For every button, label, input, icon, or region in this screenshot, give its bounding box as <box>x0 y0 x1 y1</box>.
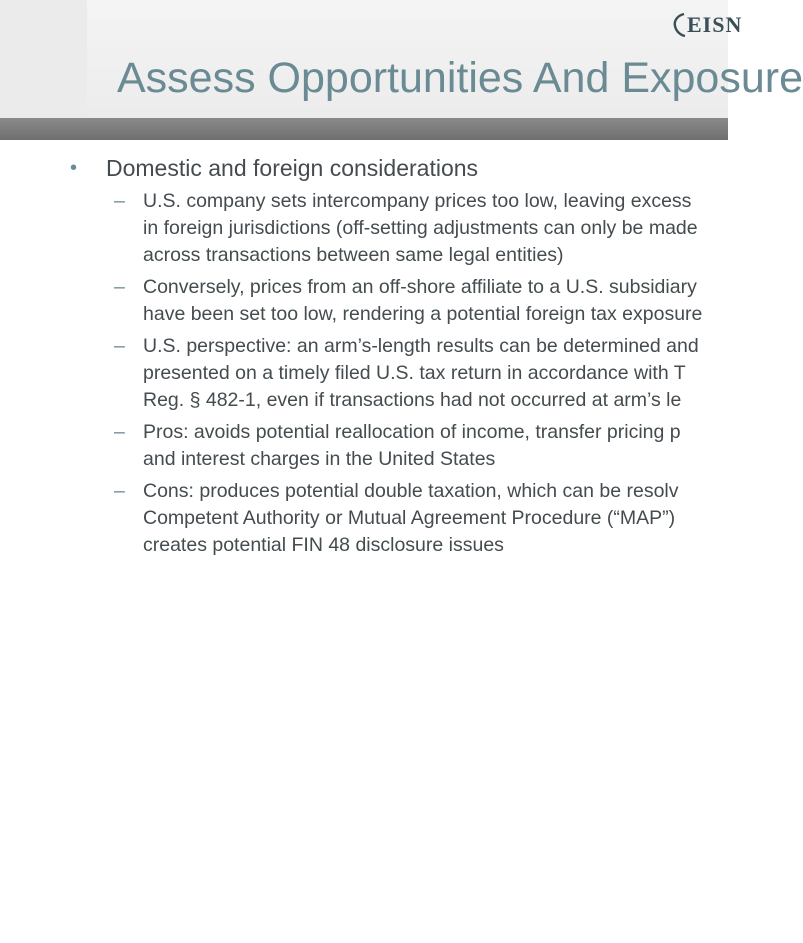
sub-bullet-item <box>114 188 770 269</box>
company-logo <box>672 10 742 40</box>
dash-marker: – <box>114 480 125 502</box>
dash-marker: – <box>114 190 125 212</box>
dash-marker: – <box>114 421 125 443</box>
header-divider-bar <box>0 118 728 140</box>
swoosh-logo-icon <box>672 12 686 38</box>
bullet-text: Domestic and foreign considerations <box>106 155 479 181</box>
sub-bullet-line: Reg. § 482-1, even if transactions had not occurred at arm’s le <box>143 389 682 411</box>
dash-marker: – <box>114 335 125 357</box>
sub-bullet-item <box>114 419 770 473</box>
sub-bullet-line: creates potential FIN 48 disclosure issues <box>143 534 504 556</box>
sub-bullet-line: U.S. perspective: an arm’s-length results can be determined and <box>143 335 699 357</box>
bullet-marker: • <box>70 157 78 179</box>
logo-text: EISN <box>687 12 743 37</box>
sub-bullet-line: presented on a timely filed U.S. tax return in accordance with T <box>143 362 686 384</box>
sub-bullet-item <box>114 333 770 414</box>
sub-bullet-line: across transactions between same legal entities) <box>143 244 564 266</box>
sub-bullet-line: have been set too low, rendering a potential foreign tax exposure <box>143 303 703 325</box>
sub-bullet-line: Competent Authority or Mutual Agreement Procedure (“MAP”) <box>143 507 676 529</box>
slide-title: Assess Opportunities And Exposure <box>117 54 803 102</box>
left-header-band <box>0 0 87 118</box>
sub-bullet-line: Conversely, prices from an off-shore affiliate to a U.S. subsidiary <box>143 276 697 298</box>
sub-bullet-list <box>114 188 770 559</box>
sub-bullet-item <box>114 478 770 559</box>
bullet-item <box>70 152 770 184</box>
sub-bullet-line: and interest charges in the United States <box>143 448 496 470</box>
sub-bullet-item <box>114 274 770 328</box>
sub-bullet-line: U.S. company sets intercompany prices too low, leaving excess <box>143 190 692 212</box>
sub-bullet-line: in foreign jurisdictions (off-setting adjustments can only be made <box>143 217 698 239</box>
sub-bullet-line: Pros: avoids potential reallocation of income, transfer pricing p <box>143 421 681 443</box>
sub-bullet-line: Cons: produces potential double taxation, which can be resolv <box>143 480 679 502</box>
dash-marker: – <box>114 276 125 298</box>
slide-body <box>70 152 770 564</box>
